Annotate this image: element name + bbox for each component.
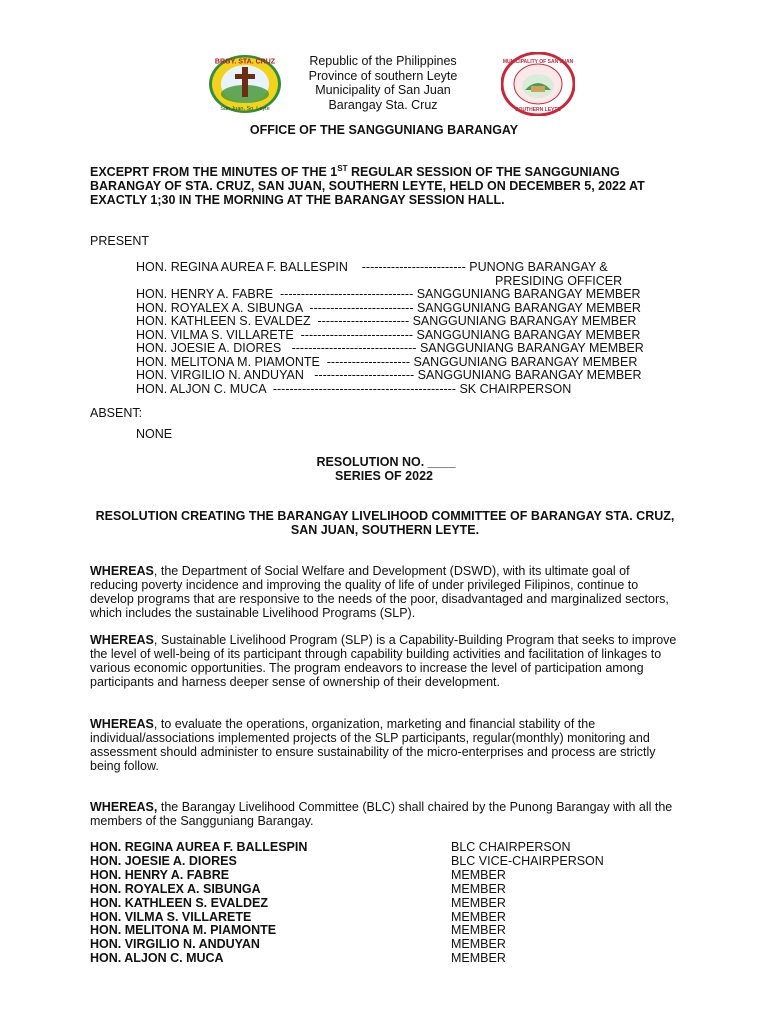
committee-row: [90, 924, 690, 938]
committee-row: [90, 938, 690, 952]
excerpt-text-2: REGULAR SESSION OF THE SANGGUNIANG BARANGAY OF STA. CRUZ, SAN JUAN, SOUTHERN LEYTE, HELD ON DECEMBER 5, 2022 AT EXACTLY 1;30 IN THE MORNING AT THE BARANGAY SESSION HALL.: [90, 165, 645, 207]
committee-member-list: [90, 841, 690, 966]
letterhead-line: Republic of the Philippines: [309, 54, 457, 68]
member-role: MEMBER: [451, 909, 506, 924]
whereas-text: , the Department of Social Welfare and Development (DSWD), with its ultimate goal of reducing poverty incidence and improving the quality of life of under privileged Filipinos, continue to develop programs that are responsive to the needs of the poor, disadvantaged and marginalized sectors, which includes the sustainable Livelihood Programs (SLP).: [90, 564, 669, 620]
member-role: MEMBER: [451, 867, 506, 882]
member-role: BLC VICE-CHAIRPERSON: [451, 853, 604, 868]
whereas-text: the Barangay Livelihood Committee (BLC) shall chaired by the Punong Barangay with all the members of the Sangguniang Barangay.: [90, 800, 673, 828]
resolution-number: RESOLUTION NO. ____: [316, 455, 456, 469]
letterhead-line: Barangay Sta. Cruz: [328, 97, 438, 112]
member-role: MEMBER: [451, 881, 506, 896]
absent-value: NONE: [136, 427, 173, 441]
member-name: HON. REGINA AUREA F. BALLESPIN: [90, 840, 308, 854]
attendee-row: HON. HENRY A. FABRE -------------------------------- SANGGUNIANG BARANGAY MEMBER: [136, 287, 641, 301]
committee-row: [90, 911, 690, 925]
member-name: HON. VILMA S. VILLARETE: [90, 909, 252, 924]
attendee-row-continued: PRESIDING OFFICER: [495, 273, 623, 288]
whereas-lead: WHEREAS: [90, 564, 154, 578]
letterhead-line: Province of southern Leyte: [308, 68, 458, 83]
attendee-row: HON. REGINA AUREA F. BALLESPIN ------------------------- PUNONG BARANGAY &: [136, 260, 608, 274]
attendee-row: HON. KATHLEEN S. EVALDEZ ---------------------- SANGGUNIANG BARANGAY MEMBER: [136, 314, 637, 328]
member-role: MEMBER: [451, 923, 506, 938]
svg-text:MUNICIPALITY OF SAN JUAN: MUNICIPALITY OF SAN JUAN: [502, 59, 574, 65]
member-role: MEMBER: [451, 895, 506, 910]
whereas-paragraph: [90, 633, 680, 689]
letterhead-line: Municipality of San Juan: [315, 83, 451, 97]
whereas-text: , to evaluate the operations, organization, marketing and financial stability of the individual/associations implemented projects of the SLP participants, regular(monthly) monitoring and assessment should administer to ensure sustainability of the micro-enterprises and process are strictly being follow.: [90, 717, 656, 773]
resolution-series: SERIES OF 2022: [335, 469, 433, 483]
member-role: MEMBER: [451, 937, 506, 952]
whereas-paragraph: [90, 564, 680, 620]
municipality-seal-logo: [501, 52, 575, 116]
attendee-row: HON. ALJON C. MUCA -------------------------------------------- SK CHAIRPERSON: [136, 381, 572, 396]
member-role: BLC CHAIRPERSON: [451, 840, 571, 854]
member-name: HON. HENRY A. FABRE: [90, 867, 230, 882]
attendee-row: HON. VIRGILIO N. ANDUYAN ------------------------ SANGGUNIANG BARANGAY MEMBER: [136, 368, 642, 382]
whereas-lead: WHEREAS: [90, 717, 154, 731]
barangay-seal-logo: [208, 54, 282, 114]
excerpt-text-1: EXCEPRT FROM THE MINUTES OF THE 1: [90, 165, 338, 179]
member-role: MEMBER: [451, 951, 506, 966]
whereas-paragraph: [90, 800, 680, 828]
minutes-excerpt-heading: [90, 165, 680, 207]
excerpt-superscript: ST: [337, 164, 348, 173]
member-name: HON. JOESIE A. DIORES: [90, 853, 237, 868]
committee-row: [90, 897, 690, 911]
member-name: HON. MELITONA M. PIAMONTE: [90, 923, 277, 938]
office-title: OFFICE OF THE SANGGUNIANG BARANGAY: [249, 123, 519, 137]
committee-row: [90, 869, 690, 883]
committee-row: [90, 952, 690, 966]
attendee-row: HON. MELITONA M. PIAMONTE -------------------- SANGGUNIANG BARANGAY MEMBER: [136, 354, 638, 369]
whereas-lead: WHEREAS: [90, 633, 154, 647]
member-name: HON. ALJON C. MUCA: [90, 951, 224, 966]
svg-text:BRGY. STA. CRUZ: BRGY. STA. CRUZ: [214, 58, 276, 66]
svg-text:SOUTHERN LEYTE: SOUTHERN LEYTE: [515, 107, 561, 113]
whereas-text: , Sustainable Livelihood Program (SLP) is a Capability-Building Program that seeks to improve the level of well-being of its participant through capability building activities and facilitation of linkages to various economic opportunities. The program endeavors to increase the level of participation among participants and harness deeper sense of ownership of their development.: [90, 633, 677, 689]
attendee-row: HON. ROYALEX A. SIBUNGA ------------------------- SANGGUNIANG BARANGAY MEMBER: [136, 300, 641, 315]
member-name: HON. VIRGILIO N. ANDUYAN: [90, 937, 260, 952]
present-label: PRESENT: [90, 234, 150, 248]
whereas-lead: WHEREAS,: [90, 800, 158, 814]
attendance-list: [136, 261, 681, 396]
resolution-title: RESOLUTION CREATING THE BARANGAY LIVELIHOOD COMMITTEE OF BARANGAY STA. CRUZ, SAN JUAN, SOUTHERN LEYTE.: [95, 509, 675, 537]
member-name: HON. KATHLEEN S. EVALDEZ: [90, 895, 269, 910]
resolution-number-block: [0, 455, 768, 483]
whereas-paragraph: [90, 717, 680, 773]
attendee-row: HON. VILMA S. VILLARETE --------------------------- SANGGUNIANG BARANGAY MEMBER: [136, 327, 641, 342]
letterhead: [290, 54, 476, 112]
svg-text:San Juan, So. Leyte: San Juan, So. Leyte: [220, 106, 270, 112]
member-name: HON. ROYALEX A. SIBUNGA: [90, 881, 261, 896]
committee-row: [90, 841, 690, 855]
committee-row: [90, 855, 690, 869]
attendee-row: HON. JOESIE A. DIORES ------------------------------ SANGGUNIANG BARANGAY MEMBER: [136, 341, 644, 355]
absent-label: ABSENT:: [90, 406, 143, 420]
committee-row: [90, 883, 690, 897]
